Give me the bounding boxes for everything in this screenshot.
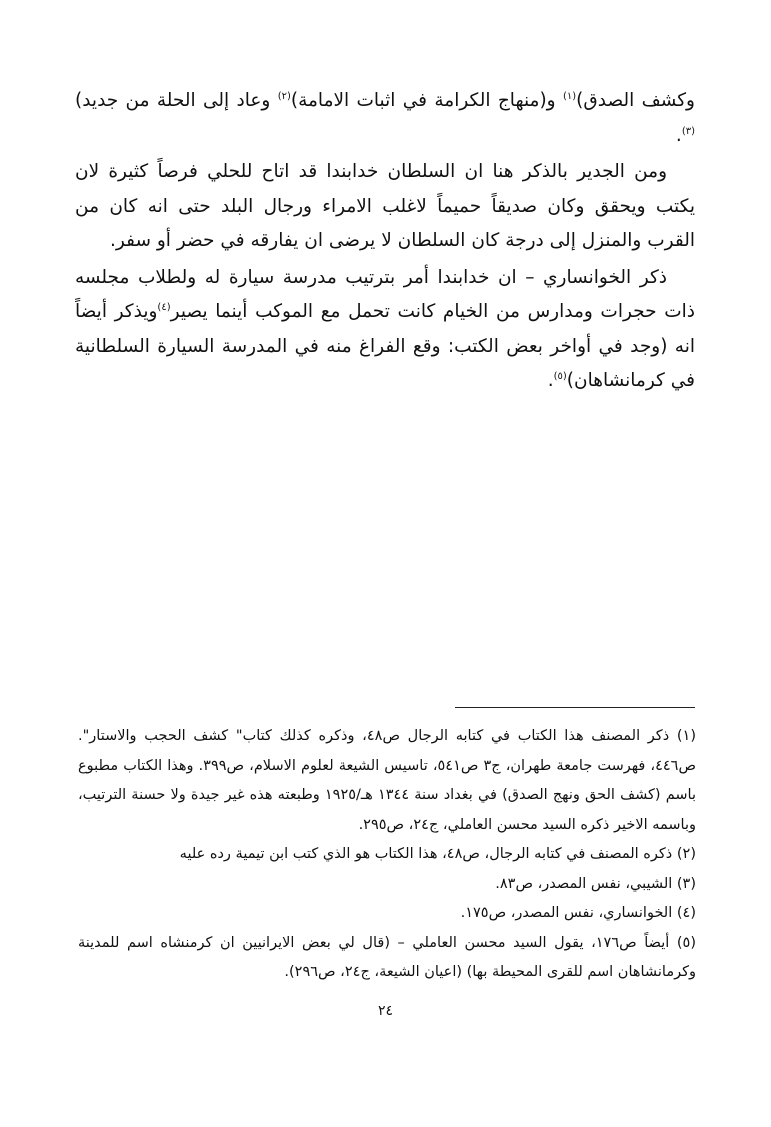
paragraph-2 — [75, 155, 695, 259]
footnote-ref-5: (٥) — [553, 370, 567, 382]
footnote-ref-1: (١) — [562, 90, 577, 102]
paragraph-1-text-4: . — [675, 124, 682, 146]
footnote-3: (٣) الشيبي، نفس المصدر، ص٨٣. — [495, 875, 696, 892]
footnote-2: (٢) ذكره المصنف في كتابه الرجال، ص٤٨، هذا الكتاب هو الذي كتب ابن تيمية رده عليه — [179, 846, 696, 862]
footnote-1: (١) ذكر المصنف هذا الكتاب في كتابه الرجال ص٤٨، وذكره كذلك كتاب" كشف الحجب والاستار". ص٤٤٦، فهرست جامعة طهران، ج٣ ص٥٤١، تاسيس الشيعة لعلوم الاسلام، ص٣٩٩. وهذا الكتاب مطبوع باسم (كشف الحق ونهج الصدق) في بغداد سنة ١٣٤٤ هـ/١٩٢٥ وطبعته هذه غير جيدة ولا حسنة الترتيب، وباسمه الاخير ذكره السيد محسن العاملي، ج٢٤، ص٢٩٥. — [78, 728, 697, 833]
footnote-4: (٤) الخوانساري، نفس المصدر، ص١٧٥. — [460, 905, 696, 921]
paragraph-1-text-3: وعاد إلى الحلة من جديد) — [75, 90, 278, 111]
footnote-ref-4: (٤) — [157, 301, 171, 313]
paragraph-3 — [75, 261, 695, 399]
paragraph-1 — [75, 84, 695, 153]
main-text — [75, 84, 695, 399]
footnote-ref-2: (٢) — [277, 90, 291, 102]
paragraph-3-text: ذكر الخوانساري – ان خدابندا أمر بترتيب مدرسة سيارة له ولطلاب مجلسه ذات حجرات ومدارس من الخيام كانت تحمل مع الموكب أينما يصير — [75, 266, 695, 322]
paragraph-2-text: ومن الجدير بالذكر هنا ان السلطان خدابندا قد اتاح للحلي فرصاً كثيرة لان يكتب ويحقق وكان صديقاً حميماً لاغلب الامراء ورجال البلد حتى انه كان من القرب والمنزل إلى درجة كان السلطان لا يرضى ان يفارقه في حضر أو سفر. — [75, 161, 695, 251]
footnote-separator — [455, 707, 695, 708]
footnotes-list — [78, 722, 696, 988]
page-number: ٢٤ — [377, 1003, 394, 1019]
paragraph-3-text-2: ويذكر أيضاً انه (وجد في أواخر بعض الكتب: وقع الفراغ منه في المدرسة السيارة السلطانية في كرمانشاهان) — [75, 301, 695, 391]
paragraph-1-text-2: و(منهاج الكرامة في اثبات الامامة) — [290, 90, 563, 111]
paragraph-3-text-3: . — [547, 370, 554, 391]
paragraph-1-text: وكشف الصدق) — [576, 90, 695, 111]
footnote-ref-3: (٣) — [681, 125, 695, 137]
footnote-5: (٥) أيضاً ص١٧٦، يقول السيد محسن العاملي – (قال لي بعض الايرانيين ان كرمنشاه اسم للمدينة وكرمانشاهان اسم للقرى المحيطة بها) (اعيان الشيعة، ج٢٤، ص٢٩٦). — [78, 934, 696, 980]
